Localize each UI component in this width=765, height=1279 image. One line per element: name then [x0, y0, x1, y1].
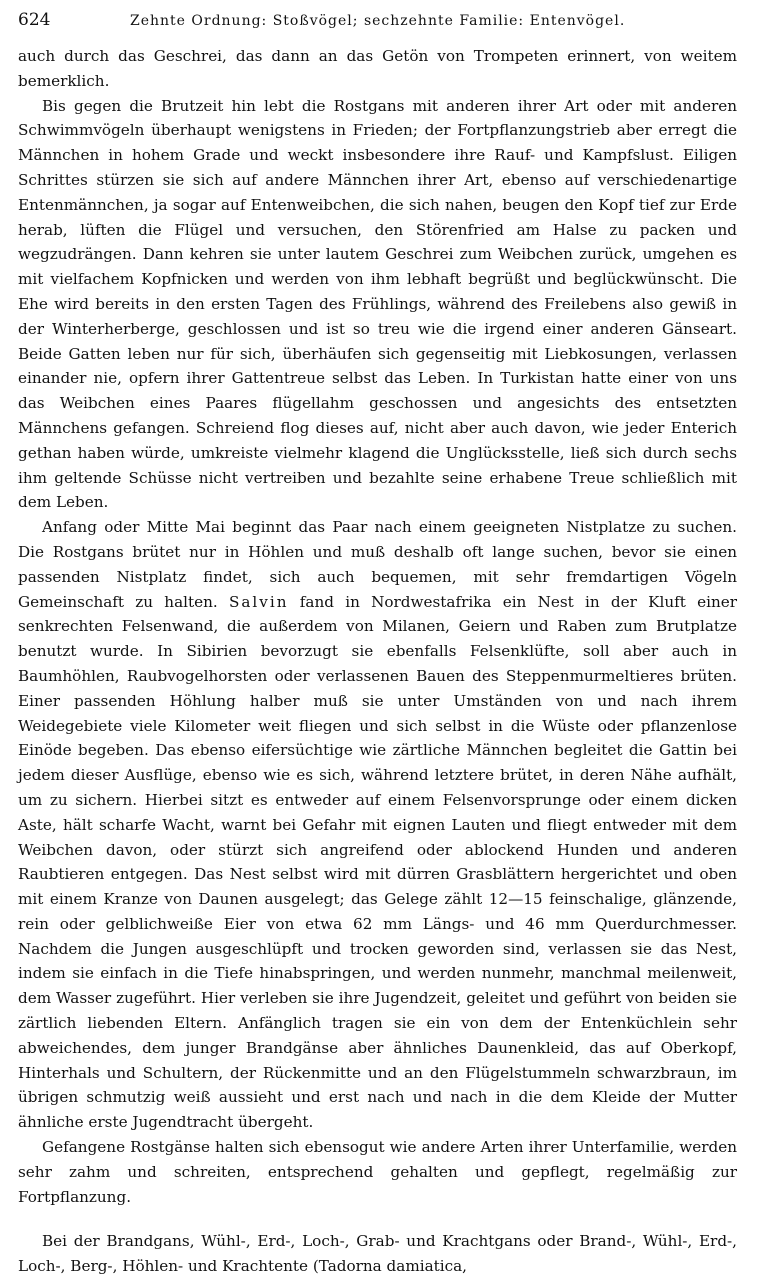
paragraph-text: Gefangene Rostgänse halten sich ebensogut wie andere Arten ihrer Unterfamilie, werden sehr zahm und schreiten, entsprechend gehalten und gepflegt, regelmäßig zur Fortpflanzung.	[18, 1138, 737, 1206]
running-title: Zehnte Ordnung: Stoßvögel; sechzehnte Familie: Entenvögel.	[130, 13, 626, 29]
paragraph-text: Bis gegen die Brutzeit hin lebt die Rostgans mit anderen ihrer Art oder mit anderen Schwimmvögeln überhaupt wenigstens in Frieden; der Fortpflanzungstrieb aber erregt die Männchen in hohem Grade und weckt insbesondere ihre Rauf- und Kampfslust. Eiligen Schrittes stürzen sie sich auf andere Männchen ihrer Art, ebenso auf verschiedenartige Entenmännchen, ja sogar auf Entenweibchen, die sich nahen, beugen den Kopf tief zur Erde herab, lüften die Flügel und versuchen, den Störenfried am Halse zu packen und wegzudrängen. Dann kehren sie unter lautem Geschrei zum Weibchen zurück, umgehen es mit vielfachem Kopfnicken und werden von ihm lebhaft begrüßt und beglückwünscht. Die Ehe wird bereits in den ersten Tagen des Frühlings, während des Freilebens also gewiß in der Winterherberge, geschlossen und ist so treu wie die irgend einer anderen Gänseart. Beide Gatten leben nur für sich, überhäufen sich gegenseitig mit Liebkosungen, verlassen einander nie, opfern ihrer Gattentreue selbst das Leben. In Turkistan hatte einer von uns das Weibchen eines Paares flügellahm geschossen und angesichts des entsetzten Männchens gefangen. Schreiend flog dieses auf, nicht aber auch davon, wie jeder Enterich gethan haben würde, umkreiste vielmehr klagend die Unglücksstelle, ließ sich durch sechs ihm geltende Schüsse nicht vertreiben und bezahlte seine erhabene Treue schließlich mit dem Leben.	[18, 96, 737, 512]
paragraph-captivity	[18, 1135, 737, 1209]
paragraph-brandgans	[18, 1229, 737, 1279]
paragraph-continuation	[18, 44, 737, 94]
paragraph-nesting	[18, 515, 737, 1135]
body-text	[18, 44, 737, 1279]
paragraph-text: Bei der Brandgans, Wühl-, Erd-, Loch-, Grab- und Krachtgans oder Brand-, Wühl-, Erd-, Loch-, Berg-, Höhlen- und Krachtente (Tadorna damiatica,	[18, 1232, 737, 1276]
paragraph-text: auch durch das Geschrei, das dann an das Getön von Trompeten erinnert, von weitem bemerklich.	[18, 47, 737, 90]
paragraph-text: Anfang oder Mitte Mai beginnt das Paar nach einem geeigneten Nistplatze zu suchen. Die Rostgans brütet nur in Höhlen und muß deshalb oft lange suchen, bevor sie einen passenden Nistplatz findet, sich auch bequemen, mit sehr fremdartigen Vögeln Gemeinschaft zu halten.	[18, 518, 737, 611]
page-number: 624	[18, 10, 51, 30]
author-name-salvin: Salvin	[228, 592, 289, 611]
paragraph-text: fand in Nordwestafrika ein Nest in der Kluft einer senkrechten Felsenwand, die außerdem von Milanen, Geiern und Raben zum Brutplatze benutzt wurde. In Sibirien bevorzugt sie ebenfalls Felsenklüfte, soll aber auch in Baumhöhlen, Raubvogelhorsten oder verlassenen Bauen des Steppenmurmeltieres brüten. Einer passenden Höhlung halber muß sie unter Umständen von und nach ihrem Weidegebiete viele Kilometer weit fliegen und sich selbst in die Wüste oder pflanzenlose Einöde begeben. Das ebenso eifersüchtige wie zärtliche Männchen begleitet die Gattin bei jedem dieser Ausflüge, ebenso wie es sich, während letztere brütet, in deren Nähe aufhält, um zu sichern. Hierbei sitzt es entweder auf einem Felsenvorsprunge oder einem dicken Aste, hält scharfe Wacht, warnt bei Gefahr mit eignen Lauten und fliegt entweder mit dem Weibchen davon, oder stürzt sich angreifend oder ablockend Hunden und anderen Raubtieren entgegen. Das Nest selbst wird mit dürren Grasblättern hergerichtet und oben mit einem Kranze von Daunen ausgelegt; das Gelege zählt 12—15 feinschalige, glänzende, rein oder gelblichweiße Eier von etwa 62 mm Längs- und 46 mm Querdurchmesser. Nachdem die Jungen ausgeschlüpft und trocken geworden sind, verlassen sie das Nest, indem sie einfach in die Tiefe hinabspringen, und werden nunmehr, manchmal meilenweit, dem Wasser zugeführt. Hier verleben sie ihre Jugendzeit, geleitet und geführt von beiden sie zärtlich liebenden Eltern. Anfänglich tragen sie ein von dem der Entenküchlein sehr abweichendes, dem junger Brandgänse aber ähnliches Daunenkleid, das auf Oberkopf, Hinterhals und Schultern, der Rückenmitte und an den Flügelstummeln schwarzbraun, im übrigen schmutzig weiß aussieht und erst nach und nach in die dem Kleide der Mutter ähnliche erste Jugendtracht übergeht.	[18, 592, 737, 1132]
paragraph-mating-behaviour	[18, 94, 737, 516]
running-head	[18, 10, 737, 44]
